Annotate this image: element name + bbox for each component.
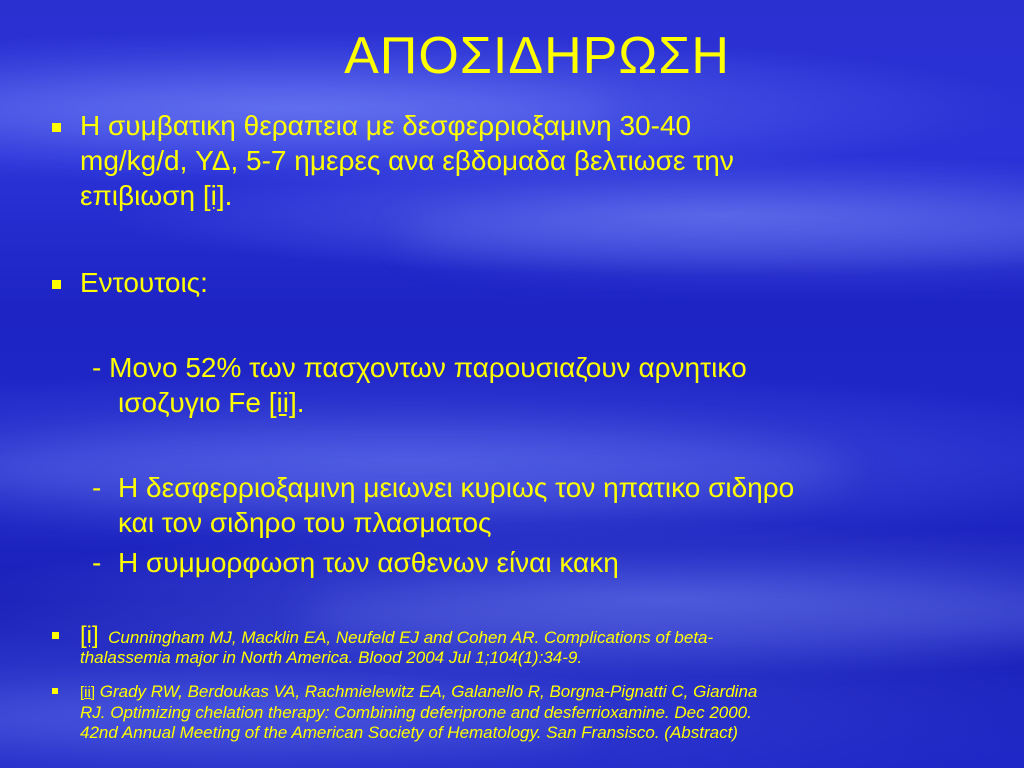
bullet-text: επιβιωση	[80, 180, 196, 211]
reference-2	[80, 682, 1010, 743]
reference-link-ii[interactable]: [ii]	[268, 387, 297, 418]
bullet-line	[80, 178, 1000, 213]
reference-line: 42nd Annual Meeting of the American Society of Hematology. San Fransisco. (Abstract)	[80, 723, 738, 742]
square-bullet-icon	[52, 123, 61, 132]
reference-line	[80, 682, 1010, 703]
bullet-line: - Μονο 52% των πασχοντων παρουσιαζουν αρνητικο	[92, 352, 747, 383]
bullet-line	[92, 385, 992, 420]
sub-bullet-compliance: Η συμμορφωση των ασθενων είναι κακη	[118, 547, 619, 578]
square-bullet-icon	[52, 688, 58, 694]
sub-bullet-dash: -	[92, 547, 102, 578]
sub-bullet-iron-balance	[92, 350, 992, 420]
sub-bullet-hepatic-iron	[118, 470, 998, 540]
reference-line	[80, 622, 1010, 649]
reference-link-i[interactable]: [i]	[202, 180, 225, 211]
reference-text: Cunningham MJ, Macklin EA, Neufeld EJ and Cohen AR. Complications of beta-	[108, 628, 714, 647]
reference-tag-ii[interactable]: [ii]	[80, 684, 95, 701]
bullet-survival	[80, 108, 1000, 213]
bullet-text: .	[296, 387, 305, 418]
bullet-however: Εντουτοις:	[80, 267, 208, 298]
reference-line: RJ. Optimizing chelation therapy: Combining deferiprone and desferrioxamine. Dec 2000.	[80, 703, 752, 722]
square-bullet-icon	[52, 632, 59, 639]
bullet-text: ισοζυγιο Fe	[118, 387, 261, 418]
reference-line: thalassemia major in North America. Blood 2004 Jul 1;104(1):34-9.	[80, 648, 583, 667]
reference-tag-i[interactable]: [i]	[80, 622, 99, 649]
reference-text: Grady RW, Berdoukas VA, Rachmielewitz EA, Galanello R, Borgna-Pignatti C, Giardina	[99, 682, 758, 701]
bullet-line: mg/kg/d, ΥΔ, 5-7 ημερες ανα εβδομαδα βελτιωσε την	[80, 145, 734, 176]
reference-1	[80, 622, 1010, 668]
sub-bullet-dash: -	[92, 472, 102, 503]
bullet-line: Η συμβατικη θεραπεια με δεσφερριοξαμινη 30-40	[80, 110, 692, 141]
square-bullet-icon	[52, 280, 61, 289]
bullet-line: Η δεσφερριοξαμινη μειωνει κυριως τον ηπατικο σιδηρο	[118, 472, 795, 503]
bullet-line: και τον σιδηρο του πλασματος	[118, 507, 492, 538]
slide-title: ΑΠΟΣΙΔΗΡΩΣΗ	[344, 27, 730, 85]
bullet-text: .	[224, 180, 233, 211]
